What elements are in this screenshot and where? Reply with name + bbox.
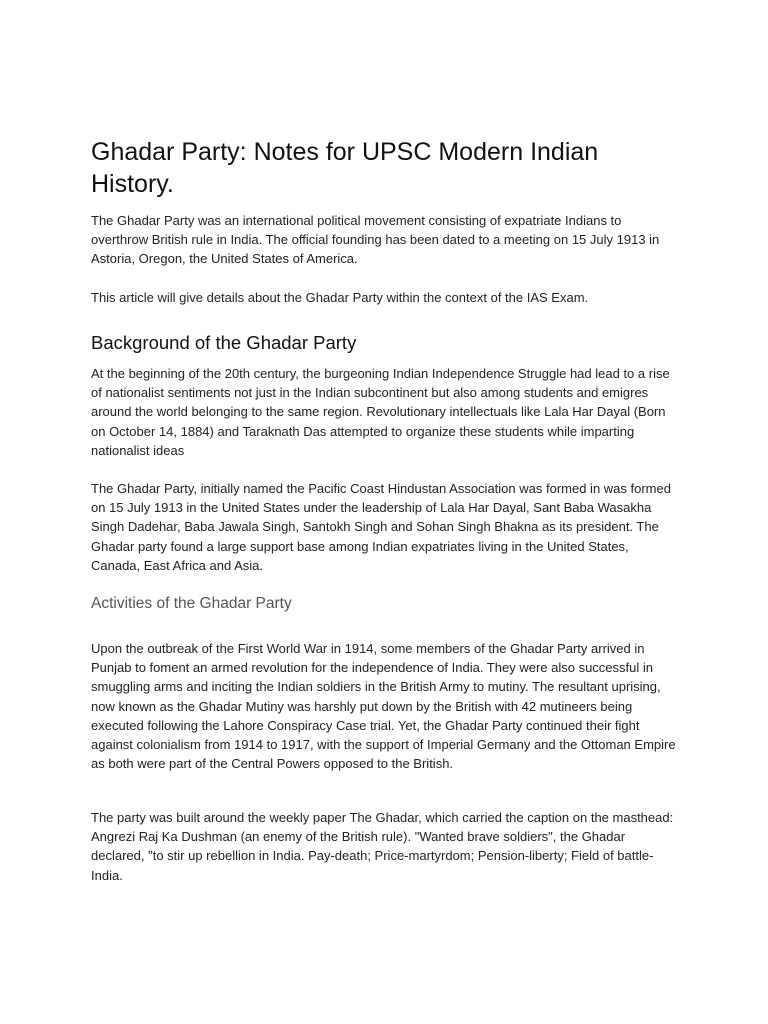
- background-paragraph-2: The Ghadar Party, initially named the Pacific Coast Hindustan Association was formed in was formed on 15 July 1913 in the United States under the leadership of Lala Har Dayal, Sant Baba Wasakha Singh Dadehar, Baba Jawala Singh, Santokh Singh and Sohan Singh Bhakna as its president. The Ghadar party found a large support base among Indian expatriates living in the United States, Canada, East Africa and Asia.: [91, 481, 671, 573]
- article-note-paragraph: This article will give details about the Ghadar Party within the context of the IAS Exam.: [91, 290, 589, 305]
- intro-paragraph: The Ghadar Party was an international political movement consisting of expatriate Indians to overthrow British rule in India. The official founding has been dated to a meeting on 15 July 1913 in Astoria, Oregon, the United States of America.: [91, 213, 660, 267]
- document-title: Ghadar Party: Notes for UPSC Modern Indian History.: [91, 138, 599, 198]
- activities-paragraph-1: Upon the outbreak of the First World War in 1914, some members of the Ghadar Party arrived in Punjab to foment an armed revolution for the independence of India. They were also successful in smuggling arms and inciting the Indian soldiers in the British Army to mutiny. The resultant uprising, now known as the Ghadar Mutiny was harshly put down by the British with 42 mutineers being executed following the Lahore Conspiracy Case trial. Yet, the Ghadar Party continued their fight against colonialism from 1914 to 1917, with the support of Imperial Germany and the Ottoman Empire as both were part of the Central Powers opposed to the British.: [91, 641, 676, 772]
- activities-paragraph-2: The party was built around the weekly paper The Ghadar, which carried the caption on the masthead: Angrezi Raj Ka Dushman (an enemy of the British rule). "Wanted brave soldiers", the Ghadar declared, "to stir up rebellion in India. Pay-death; Price-martyrdom; Pension-liberty; Field of battle-India.: [91, 810, 674, 883]
- activities-heading: Activities of the Ghadar Party: [91, 595, 292, 612]
- background-heading: Background of the Ghadar Party: [91, 332, 357, 353]
- background-paragraph-1: At the beginning of the 20th century, the burgeoning Indian Independence Struggle had lead to a rise of nationalist sentiments not just in the Indian subcontinent but also among students and emigres around the world belonging to the same region. Revolutionary intellectuals like Lala Har Dayal (Born on October 14, 1884) and Taraknath Das attempted to organize these students while imparting nationalist ideas: [91, 366, 670, 458]
